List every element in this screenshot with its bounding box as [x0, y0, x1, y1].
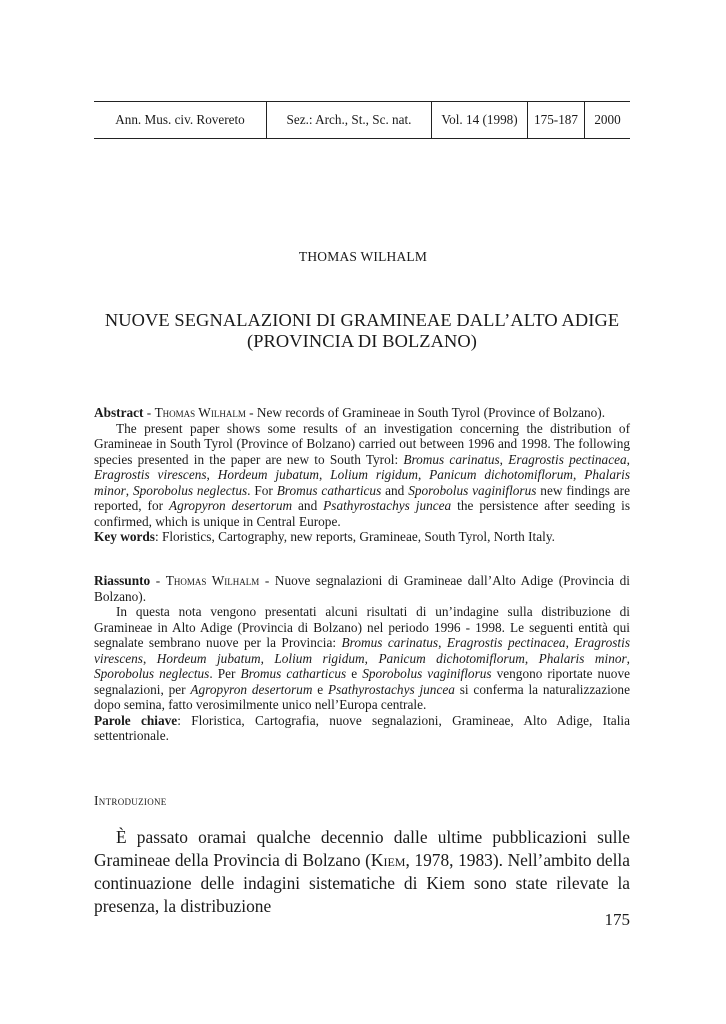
paper-title	[94, 310, 630, 352]
species-name: Lolium rigidum	[274, 650, 365, 666]
keywords-text: : Floristics, Cartography, new reports, Gramineae, South Tyrol, North Italy.	[154, 529, 555, 544]
riassunto-text: ,	[524, 650, 539, 666]
abstract-text: The present paper shows some results of an investigation concerning the distribution of Gramineae in South Tyrol (Province of Bolzano) carried out between 1996 and 1998. The following species presented in the paper are new to South Tyrol:	[94, 420, 630, 467]
riassunto-text: vengono riportate nuove segnalazioni, per	[94, 666, 630, 697]
abstract-body	[94, 421, 630, 530]
section-heading: Introduzione	[94, 793, 167, 808]
riassunto-text: ,	[142, 650, 157, 666]
species-name: Panicum dichotomiflorum	[378, 650, 525, 666]
species-name: Psathyrostachys juncea	[327, 681, 455, 697]
keywords-label: Key words	[94, 529, 155, 544]
riassunto-text: ,	[260, 650, 275, 666]
intro-text: È passato oramai qualche decennio dalle ultime pubblicazioni sulle Gramineae della Provincia di Bolzano (	[94, 827, 630, 870]
riassunto-text: ,	[626, 650, 630, 666]
riassunto-header	[94, 573, 630, 604]
species-name: Eragrostis pectinacea	[508, 451, 627, 467]
abstract-text: ,	[125, 482, 133, 498]
species-name: Eragrostis virescens	[94, 635, 630, 666]
abstract-text: ,	[572, 467, 585, 482]
riassunto-subtitle: Nuove segnalazioni di Gramineae dall’Alto Adige (Provincia di Bolzano).	[94, 573, 631, 604]
riassunto-text: ,	[438, 635, 447, 650]
species-name: Sporobolus vaginiflorus	[362, 666, 492, 681]
introduction-paragraph	[94, 826, 630, 918]
riassunto-text: . Per	[209, 666, 241, 681]
journal-header	[94, 101, 630, 139]
abstract-author: Thomas Wilhalm	[154, 405, 246, 420]
riassunto-author: Thomas Wilhalm	[165, 573, 260, 588]
riassunto-text: ,	[565, 635, 575, 650]
journal-section: Sez.: Arch., St., Sc. nat.	[266, 102, 431, 138]
abstract-sep: -	[143, 405, 155, 420]
abstract-label: Abstract	[94, 405, 144, 420]
intro-text: , 1978, 1983). Nell’ambito della continuazione delle indagini sistematiche di Kiem sono state rilevate la presenza, la distribuzione	[94, 850, 630, 916]
species-name: Psathyrostachys juncea	[323, 498, 452, 513]
abstract-text: ,	[417, 467, 430, 482]
species-name: Bromus carinatus	[403, 451, 500, 467]
species-name: Bromus catharticus	[276, 482, 382, 498]
parole-chiave-label: Parole chiave	[94, 712, 178, 728]
species-name: Agropyron desertorum	[190, 681, 313, 697]
journal-volume: Vol. 14 (1998)	[431, 102, 527, 138]
riassunto-text: ,	[364, 650, 379, 666]
riassunto-text: si conferma la naturalizzazione dopo semina, fatto verosimilmente unico nell’Europa centrale.	[94, 681, 630, 712]
abstract-text: ,	[626, 451, 630, 467]
parole-chiave	[94, 713, 630, 744]
abstract-sep: -	[245, 405, 257, 420]
riassunto-section	[94, 573, 630, 744]
species-name: Sporobolus vaginiflorus	[408, 482, 537, 498]
riassunto-text: e	[312, 681, 328, 697]
species-name: Lolium rigidum	[330, 467, 418, 482]
page-number: 175	[604, 910, 630, 929]
species-name: Hordeum jubatum	[156, 650, 261, 666]
riassunto-sep: -	[259, 573, 275, 588]
species-name: Eragrostis pectinacea	[446, 635, 566, 650]
species-name: Sporobolus neglectus	[132, 482, 248, 498]
abstract-text: . For	[247, 482, 277, 498]
riassunto-body	[94, 604, 630, 713]
riassunto-text: In questa nota vengono presentati alcuni risultati di un’indagine sulla distribuzione di Gramineae in Alto Adige (Provincia di Bolzano) nel periodo 1996 - 1998. Le seguenti entità qui segnalate sembrano nuove per la Provincia:	[94, 604, 630, 650]
abstract-text: the persistence after seeding is confirmed, which is unique in Central Europe.	[94, 498, 630, 529]
journal-pages: 175-187	[527, 102, 584, 138]
species-name: Phalaris minor	[538, 650, 627, 666]
journal-year: 2000	[584, 102, 630, 138]
title-line-2: (PROVINCIA DI BOLZANO)	[246, 331, 478, 351]
riassunto-sep: -	[150, 573, 166, 588]
parole-chiave-text: : Floristica, Cartografia, nuove segnalazioni, Gramineae, Alto Adige, Italia settentrionale.	[94, 712, 630, 743]
author-name: THOMAS WILHALM	[298, 249, 428, 264]
riassunto-text: e	[346, 666, 363, 681]
abstract-text: and	[381, 482, 409, 498]
abstract-text: ,	[319, 467, 331, 482]
species-name: Panicum dichotomiflorum	[429, 467, 573, 482]
abstract-text: ,	[499, 451, 509, 467]
abstract-text: and	[292, 498, 324, 513]
species-name: Bromus carinatus	[341, 635, 439, 650]
abstract-subtitle: New records of Gramineae in South Tyrol (Province of Bolzano).	[256, 405, 606, 420]
abstract-text: new findings are reported, for	[94, 482, 630, 513]
species-name: Bromus catharticus	[240, 666, 347, 681]
species-name: Eragrostis virescens	[94, 467, 207, 482]
citation-author: Kiem	[370, 850, 406, 870]
introduction-body	[94, 826, 630, 918]
journal-name: Ann. Mus. civ. Rovereto	[115, 112, 245, 127]
abstract-text: ,	[206, 467, 218, 482]
species-name: Phalaris minor	[94, 467, 631, 498]
riassunto-label: Riassunto	[94, 573, 151, 588]
species-name: Sporobolus neglectus	[94, 666, 210, 681]
species-name: Hordeum jubatum	[217, 467, 319, 482]
title-line-1: NUOVE SEGNALAZIONI DI GRAMINEAE DALL’ALTO ADIGE	[104, 310, 620, 330]
abstract-section	[94, 405, 630, 545]
species-name: Agropyron desertorum	[168, 498, 293, 513]
keywords	[94, 529, 630, 545]
abstract-header	[94, 405, 630, 421]
